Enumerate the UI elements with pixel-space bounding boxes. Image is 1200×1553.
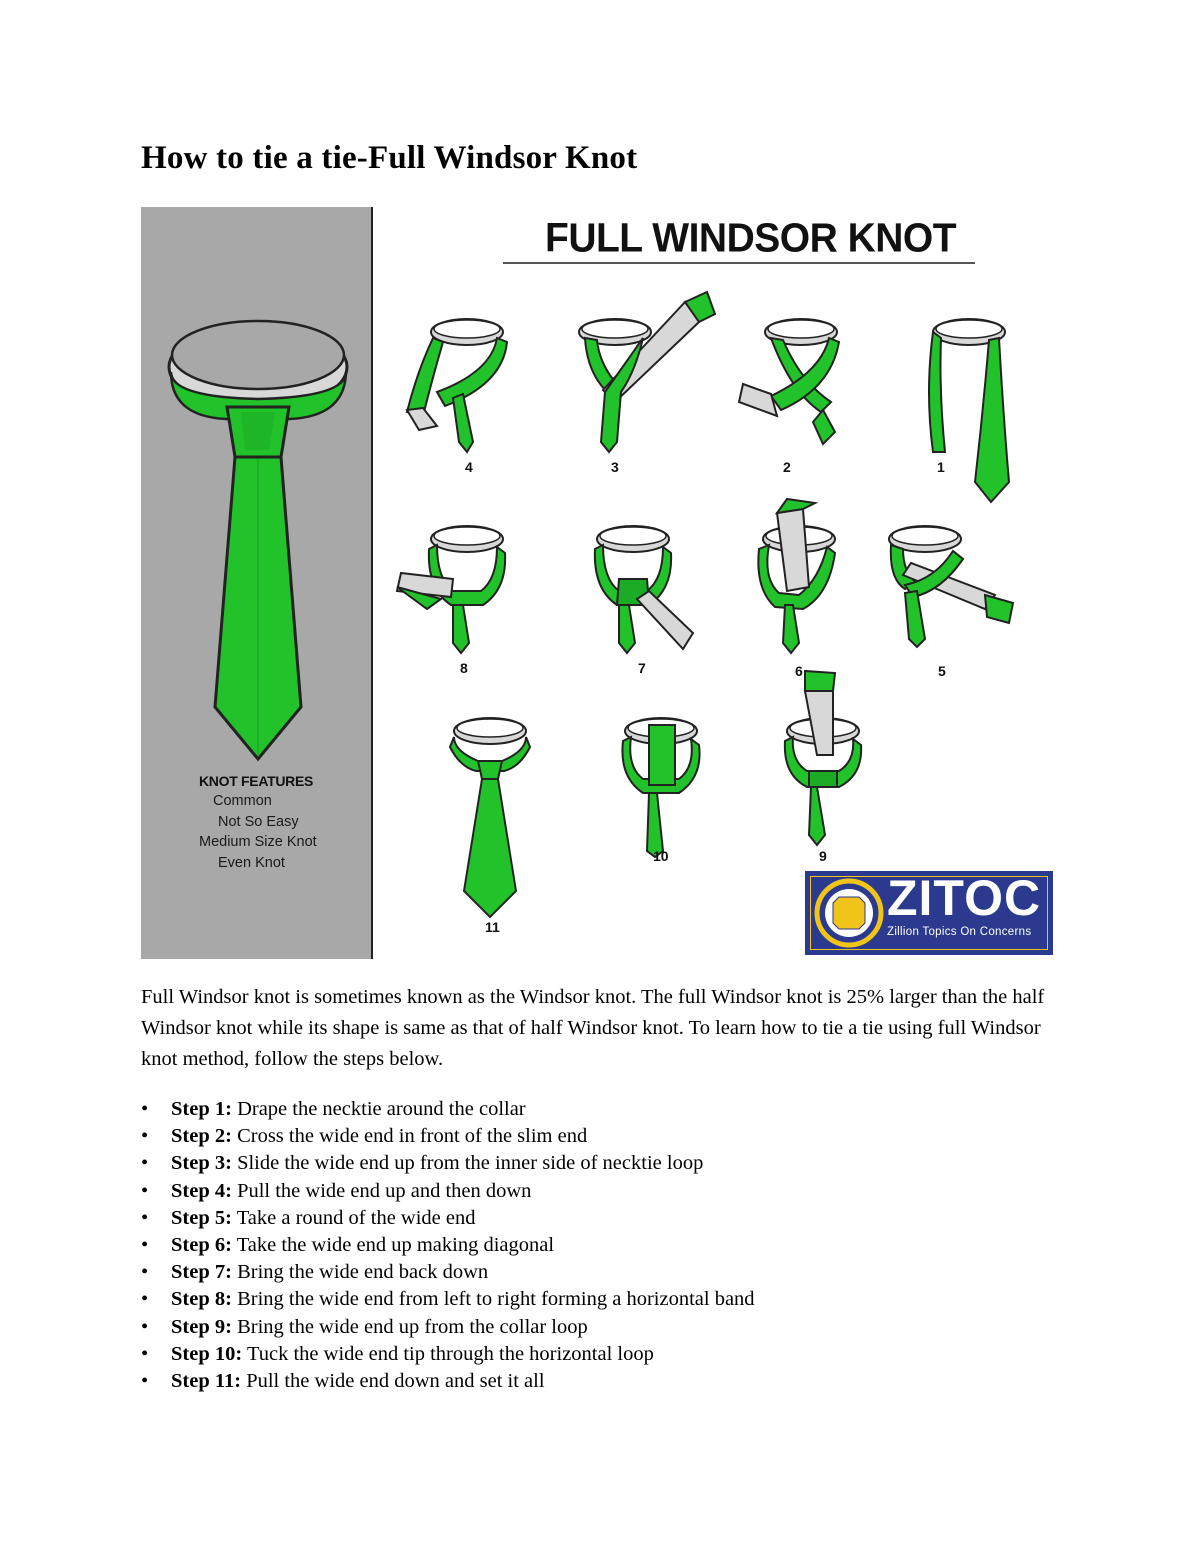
step-number: 11 — [485, 919, 500, 935]
list-item — [141, 1123, 755, 1150]
step-5-diagram — [889, 526, 1013, 647]
feature-item: Not So Easy — [218, 813, 299, 830]
step-text: Drape the necktie around the collar — [237, 1098, 526, 1120]
list-item — [141, 1232, 755, 1259]
feature-item: Medium Size Knot — [199, 834, 317, 850]
logo-emblem-icon — [809, 873, 889, 953]
step-number: 4 — [465, 459, 473, 475]
step-text: Cross the wide end in front of the slim end — [237, 1125, 588, 1148]
step-label: Step 8: — [171, 1288, 232, 1311]
step-label: Step 4: — [171, 1179, 232, 1202]
step-label: Step 7: — [171, 1261, 232, 1284]
logo-wordmark: ZITOC — [887, 870, 1042, 926]
step-number: 9 — [819, 848, 827, 864]
step-number: 10 — [653, 848, 669, 864]
zitoc-logo — [805, 871, 1053, 955]
step-4-diagram — [407, 319, 507, 452]
step-label: Step 11: — [171, 1370, 242, 1393]
step-8-diagram — [397, 526, 505, 653]
list-item — [141, 1096, 755, 1123]
step-diagrams — [141, 207, 1061, 959]
list-item — [141, 1341, 755, 1368]
step-text: Slide the wide end up from the inner side of necktie loop — [237, 1152, 704, 1175]
logo-tagline: Zillion Topics On Concerns — [887, 926, 1032, 938]
step-2-diagram — [739, 319, 839, 444]
step-label: Step 9: — [171, 1315, 232, 1338]
step-number: 2 — [783, 459, 791, 475]
list-item — [141, 1150, 755, 1177]
step-6-diagram — [758, 499, 835, 653]
feature-item: Even Knot — [218, 854, 285, 871]
step-label: Step 5: — [171, 1206, 232, 1229]
step-label: Step 2: — [171, 1125, 232, 1148]
step-9-diagram — [785, 671, 861, 845]
step-label: Step 1: — [171, 1098, 232, 1120]
list-item — [141, 1314, 755, 1341]
features-heading: KNOT FEATURES — [199, 773, 314, 789]
step-number: 6 — [795, 663, 803, 679]
step-3-diagram — [579, 292, 715, 452]
step-text: Bring the wide end up from the collar loop — [237, 1315, 588, 1338]
list-item — [141, 1368, 755, 1395]
step-10-diagram — [622, 718, 699, 857]
step-number: 7 — [638, 660, 646, 676]
list-item — [141, 1205, 755, 1232]
step-text: Bring the wide end back down — [237, 1261, 489, 1284]
knot-illustration — [141, 207, 1061, 959]
feature-item: Common — [213, 793, 272, 809]
list-item — [141, 1259, 755, 1286]
step-label: Step 6: — [171, 1234, 232, 1257]
step-text: Pull the wide end up and then down — [237, 1179, 532, 1202]
step-number: 8 — [460, 660, 468, 676]
list-item — [141, 1286, 755, 1313]
steps-list — [141, 1096, 755, 1395]
step-label: Step 3: — [171, 1152, 232, 1175]
step-number: 3 — [611, 459, 619, 475]
page-title: How to tie a tie-Full Windsor Knot — [141, 140, 638, 176]
intro-paragraph: Full Windsor knot is sometimes known as the Windsor knot. The full Windsor knot is 25% larger than the half Windsor knot while its shape is same as that of half Windsor knot. To learn how to tie a tie using full Windsor knot method, follow the steps below. — [141, 986, 1045, 1070]
list-item — [141, 1178, 755, 1205]
step-11-diagram — [450, 718, 530, 917]
step-number: 5 — [938, 663, 946, 679]
step-text: Pull the wide end down and set it all — [246, 1370, 545, 1393]
step-text: Take the wide end up making diagonal — [236, 1234, 555, 1257]
step-text: Tuck the wide end tip through the horizontal loop — [246, 1342, 654, 1365]
step-number: 1 — [937, 459, 945, 475]
diagram-title: FULL WINDSOR KNOT — [545, 215, 957, 262]
step-text: Take a round of the wide end — [236, 1206, 476, 1229]
step-7-diagram — [595, 526, 693, 653]
step-label: Step 10: — [171, 1342, 243, 1365]
step-text: Bring the wide end from left to right forming a horizontal band — [237, 1288, 755, 1311]
